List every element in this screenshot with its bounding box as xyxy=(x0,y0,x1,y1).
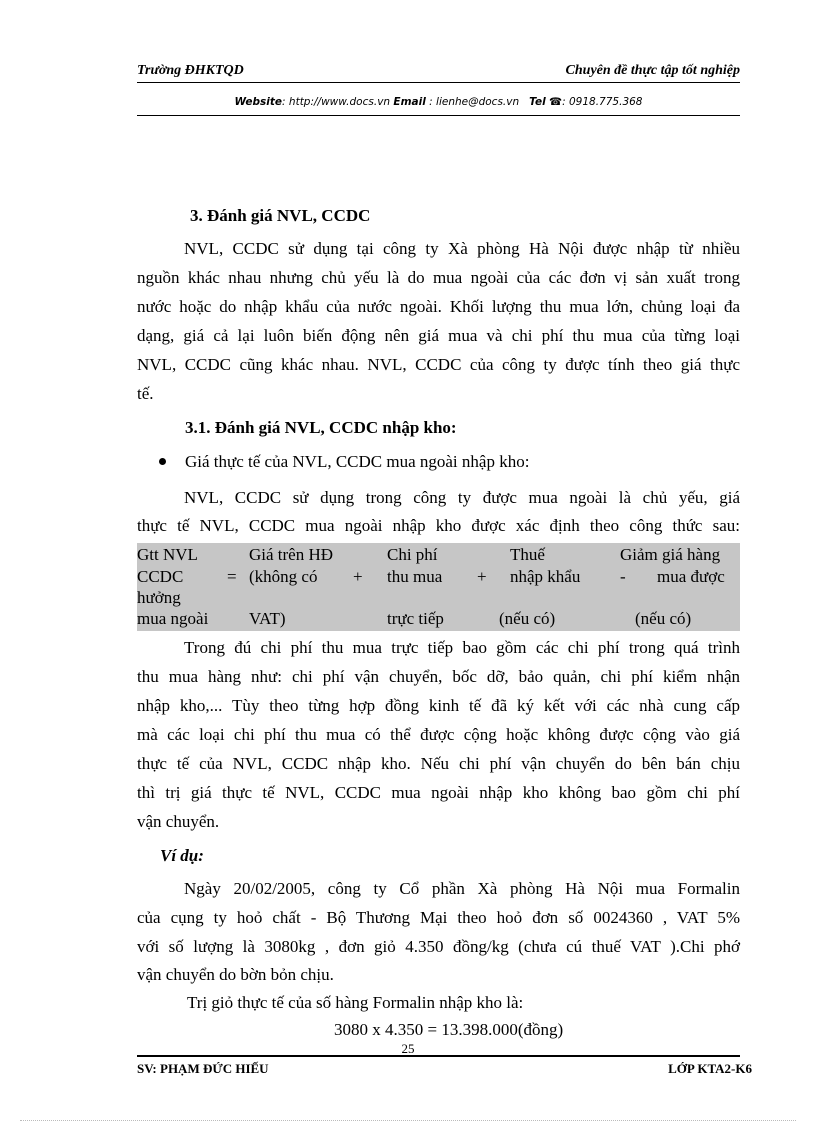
example-value-line: Trị giỏ thực tế của số hàng Formalin nhập kho là: xyxy=(187,993,524,1012)
para3-line: mà các loại chi phí thu mua có thể được cộng hoặc không được cộng vào giá xyxy=(137,725,740,744)
page-bottom-border xyxy=(20,1120,796,1121)
formula-term: hưởng xyxy=(137,588,181,607)
formula-term: (nếu có) xyxy=(635,609,692,628)
formula-term: nhập khẩu xyxy=(510,567,581,586)
example-line: vận chuyển do bờn bỏn chịu. xyxy=(137,965,334,984)
bullet-text: Giá thực tế của NVL, CCDC mua ngoài nhập kho: xyxy=(185,452,530,471)
para3-line: vận chuyển. xyxy=(137,812,220,831)
formula-term: VAT) xyxy=(249,609,286,628)
formula-block xyxy=(137,543,740,631)
para3-line: Trong đú chi phí thu mua trực tiếp bao gồm các chi phí trong quá trình xyxy=(184,638,740,657)
formula-term: mua được xyxy=(657,567,725,586)
formula-term: Thuế xyxy=(510,545,545,564)
formula-term: mua ngoài xyxy=(137,609,209,628)
intro-line: tế. xyxy=(137,384,154,403)
formula-operator: + xyxy=(477,567,487,586)
website-label: Website xyxy=(234,96,283,108)
example-calculation: 3080 x 4.350 = 13.398.000(đồng) xyxy=(334,1020,564,1039)
intro-line: nước hoặc do nhập khẩu của nước ngoài. Khối lượng thu mua lớn, chủng loại đa xyxy=(137,297,740,316)
formula-term: Gtt NVL xyxy=(137,545,198,564)
formula-operator: - xyxy=(620,567,626,586)
formula-term: Giá trên HĐ xyxy=(249,545,334,564)
header-divider-bottom xyxy=(137,115,740,116)
intro-line: NVL, CCDC cũng khác nhau. NVL, CCDC của công ty được tính theo giá thực xyxy=(137,355,740,374)
bullet-icon xyxy=(159,458,166,465)
para2-line: NVL, CCDC sử dụng trong công ty được mua ngoài là chủ yếu, giá xyxy=(184,488,740,507)
example-line: của cụng ty hoỏ chất - Bộ Thương Mại theo hoỏ đơn số 0024360 , VAT 5% xyxy=(137,908,740,927)
email-value: : lienhe@docs.vn xyxy=(425,96,520,108)
intro-line: nguồn khác nhau nhưng chủ yếu là do mua ngoài của các đơn vị sản xuất trong xyxy=(137,268,740,287)
header-school: Trường ĐHKTQD xyxy=(137,63,244,78)
intro-line: dạng, giá cả lại luôn biến động nên giá mua và chi phí thu mua của từng loại xyxy=(137,326,740,345)
footer-student: SV: PHẠM ĐỨC HIẾU xyxy=(137,1061,269,1076)
example-label: Ví dụ: xyxy=(160,846,204,865)
formula-term: Chi phí xyxy=(387,545,438,564)
formula-term: thu mua xyxy=(387,567,443,586)
para2-line: thực tế NVL, CCDC mua ngoài nhập kho được xác định theo công thức sau: xyxy=(137,516,740,535)
para3-line: nhập kho,... Tùy theo từng hợp đồng kinh tế đã ký kết với các nhà cung cấp xyxy=(137,696,740,715)
header-divider-top xyxy=(137,82,740,83)
header-subject: Chuyên đề thực tập tốt nghiệp xyxy=(565,63,740,78)
formula-term: Giảm giá hàng xyxy=(620,545,721,564)
formula-term: (không có xyxy=(249,567,318,586)
para3-line: thu mua hàng như: chi phí vận chuyển, bốc dỡ, bảo quản, chi phí kiểm nhận xyxy=(137,667,740,686)
subsection-heading: 3.1. Đánh giá NVL, CCDC nhập kho: xyxy=(185,418,457,437)
formula-term: CCDC xyxy=(137,567,184,586)
email-label: Email xyxy=(393,96,426,108)
para3-line: thì trị giá thực tế NVL, CCDC mua ngoài nhập kho không bao gồm chi phí xyxy=(137,783,740,802)
tel-value: : 0918.775.368 xyxy=(562,96,643,108)
formula-term: (nếu có) xyxy=(499,609,556,628)
example-line: Ngày 20/02/2005, công ty Cổ phần Xà phòng Hà Nội mua Formalin xyxy=(184,879,740,898)
tel-label: Tel xyxy=(529,96,546,108)
formula-operator: = xyxy=(227,567,237,586)
phone-icon: ☎ xyxy=(549,96,563,108)
header-contact-line xyxy=(137,96,740,108)
formula-operator: + xyxy=(353,567,363,586)
intro-line: NVL, CCDC sử dụng tại công ty Xà phòng Hà Nội được nhập từ nhiều xyxy=(184,239,740,258)
website-value: : http://www.docs.vn xyxy=(282,96,391,108)
footer-class: LỚP KTA2-K6 xyxy=(668,1061,752,1076)
example-line: với số lượng là 3080kg , đơn giỏ 4.350 đồng/kg (chưa cú thuế VAT ).Chi phớ xyxy=(137,937,740,956)
formula-term: trực tiếp xyxy=(387,609,444,628)
footer-divider xyxy=(137,1055,740,1057)
section-heading: 3. Đánh giá NVL, CCDC xyxy=(190,206,371,225)
page-number: 25 xyxy=(401,1041,415,1056)
para3-line: thực tế của NVL, CCDC nhập kho. Nếu chi phí vận chuyển do bên bán chịu xyxy=(137,754,740,773)
